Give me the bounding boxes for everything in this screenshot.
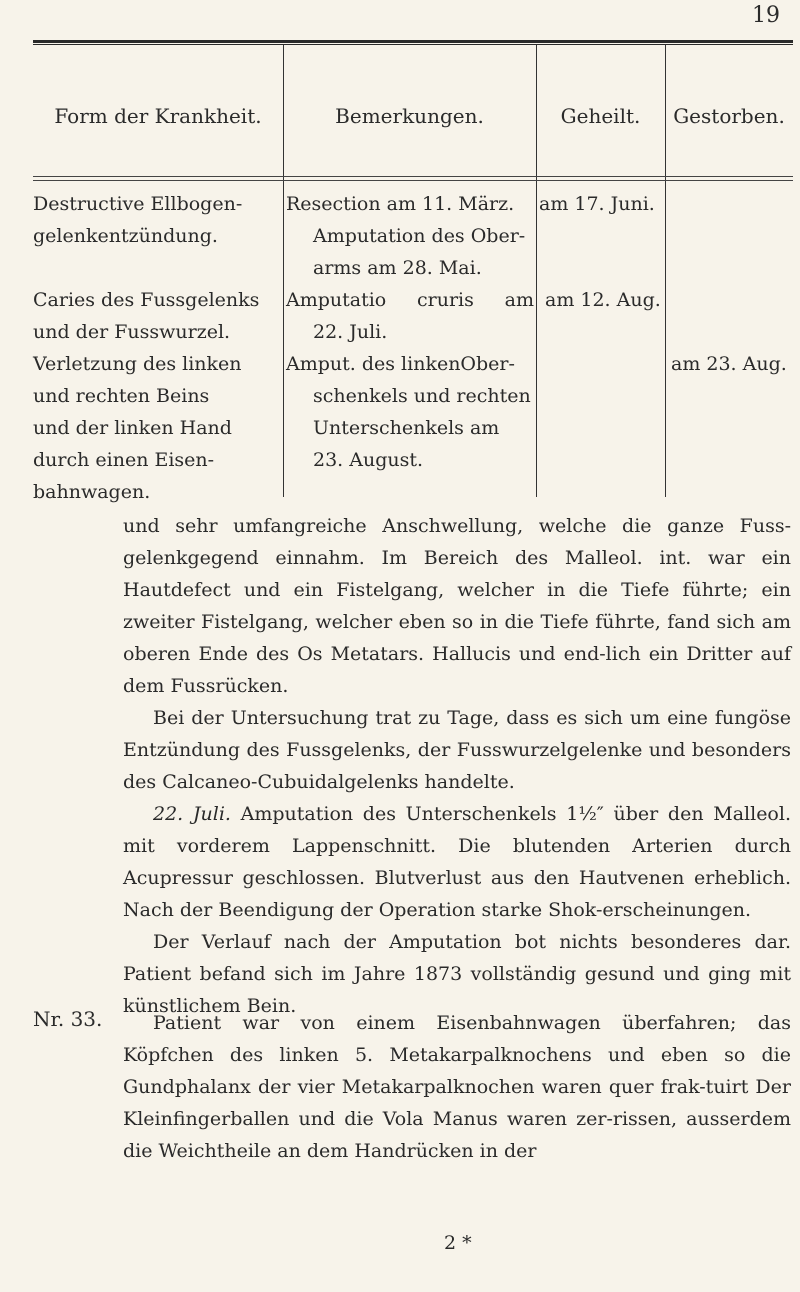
paragraph-4: Der Verlauf nach der Amputation bot nichts besonderes dar. Patient befand sich im Jahre 1873 vollständig gesund und ging mit künstlichem Bein. [123, 931, 791, 1017]
row3-form-line1: Verletzung des linken [33, 353, 242, 375]
row3-remarks-line3: Unterschenkels am [313, 417, 500, 439]
row3-remarks-line2: schenkels und rechten [313, 385, 531, 407]
row1-remarks-line2: Amputation des Ober- [313, 225, 526, 247]
row1-remarks-line1: Resection am 11. März. [286, 193, 515, 215]
row2-healed: am 12. Aug. [545, 289, 661, 311]
body-text [123, 510, 791, 1022]
row1-remarks-line3: arms am 28. Mai. [313, 257, 482, 279]
paragraph-3 [123, 798, 791, 926]
header-healed: Geheilt. [560, 104, 641, 128]
row3-form-line3: und der linken Hand [33, 417, 232, 439]
row3-remarks-line1: Amput. des linkenOber- [286, 353, 515, 375]
row3-died: am 23. Aug. [671, 353, 787, 375]
header-remarks: Bemerkungen. [335, 104, 484, 128]
header-rule [33, 176, 793, 177]
page-number: 19 [752, 3, 780, 28]
case-number: Nr. 33. [33, 1007, 103, 1031]
paragraph-2: Bei der Untersuchung trat zu Tage, dass es sich um eine fungöse Entzündung des Fussgelenks, der Fusswurzelgelenke und besonders des Calcaneo-Cubuidalgelenks handelte. [123, 707, 791, 793]
row3-form-line2: und rechten Beins [33, 385, 210, 407]
header-form: Form der Krankheit. [54, 104, 262, 128]
table-top-rule [33, 40, 793, 43]
header-rule-double [33, 180, 793, 181]
signature-mark: 2 * [444, 1232, 472, 1254]
row2-form-line1: Caries des Fussgelenks [33, 289, 260, 311]
case-paragraph: Patient war von einem Eisenbahnwagen überfahren; das Köpfchen des linken 5. Metakarpalknochens und eben so die Gundphalanx der vier Metakarpalknochen waren quer frak-tuirt Der Kleinfingerballen und die Vola Manus waren zer-rissen, ausserdem die Weichtheile an dem Handrücken in der [123, 1012, 791, 1162]
row2-remarks-line1: Amputatio cruris am [286, 289, 534, 311]
paragraph-1: und sehr umfangreiche Anschwellung, welche die ganze Fuss-gelenkgegend einnahm. Im Bereich des Malleol. int. war ein Hautdefect und ein Fistelgang, welcher in die Tiefe führte; ein zweiter Fistelgang, welcher eben so in die Tiefe führte, fand sich am oberen Ende des Os Metatars. Hallucis und end-lich ein Dritter auf dem Fussrücken. [123, 515, 791, 697]
row3-form-line5: bahnwagen. [33, 481, 151, 503]
paragraph-3-text: Amputation des Unterschenkels 1½″ über den Malleol. mit vorderem Lappenschnitt. Die blutenden Arterien durch Acupressur geschlossen. Blutverlust aus den Hautvenen erheblich. Nach der Beendigung der Operation starke Shok-erscheinungen. [123, 803, 791, 921]
row1-form-line1: Destructive Ellbogen- [33, 193, 243, 215]
row3-remarks-line4: 23. August. [313, 449, 424, 471]
row3-form-line4: durch einen Eisen- [33, 449, 215, 471]
row2-form-line2: und der Fusswurzel. [33, 321, 231, 343]
row1-healed: am 17. Juni. [539, 193, 655, 215]
paragraph-3-date: 22. Juli. [153, 803, 231, 825]
row2-remarks-line2: 22. Juli. [313, 321, 388, 343]
table-top-rule-thin [33, 44, 793, 45]
case-text [123, 1007, 791, 1167]
row1-form-line2: gelenkentzündung. [33, 225, 218, 247]
header-died: Gestorben. [673, 104, 785, 128]
